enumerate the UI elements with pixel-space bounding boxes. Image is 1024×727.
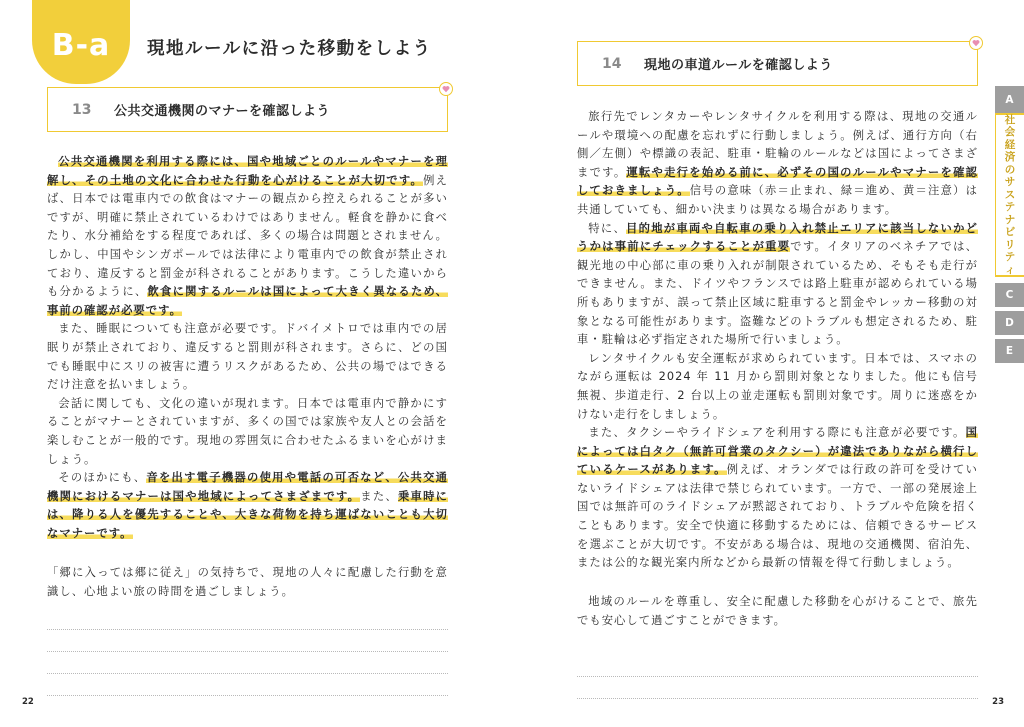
tab-b-active[interactable] [995,114,1024,276]
heart-icon [439,82,453,96]
body-text-run: レンタサイクルも安全運転が求められています。日本では、スマホのながら運転は 2024 年 11 月から罰則対象となりました。他にも信号無視、歩道走行、2 台以上の並走運転も罰則対象です。周りに迷惑をかけない走行をしましょう。 [577,351,978,421]
left-page-number: 22 [22,697,34,707]
tab-b-char: サ [1004,176,1016,189]
tab-b-char: ィ [1004,263,1016,276]
body-text-run: また、 [360,489,398,503]
paragraph [47,320,448,394]
tab-b-char: テ [1004,251,1016,264]
body-text-run: 例えば、日本では電車内での飲食はマナーの観点から控えられることが多いですが、明確に禁止されているわけではありません。軽食を静かに食べたり、水分補給をする程度であれば、多くの場合は問題とされません。しかし、中国やシンガポールでは法律により電車内での飲食が禁止されており、違反すると罰金が科されることがあります。こうした違いからも分かるように、 [47,173,448,299]
paragraph [577,424,978,573]
highlighted-text: 飲食に関するルールは国によって大きく異なるため、事前の確認が必要です。 [47,285,449,317]
right-note-lines [577,655,978,699]
tab-b-char: テ [1004,201,1016,214]
chapter-title: 現地ルールに沿った移動をしよう [147,39,432,59]
left-closing: 「郷に入っては郷に従え」の気持ちで、現地の人々に配慮した行動を意識し、心地よい旅の時間を過ごしましょう。 [47,566,448,598]
highlighted-text: 国によっては白タク（無許可営業のタクシー）が違法でありながら横行しているケースがあります。 [577,426,978,477]
tab-b-char: の [1004,163,1016,176]
highlighted-text: 公共交通機関を利用する際には、国や地域ごとのルールやマナーを理解し、その土地の文化に合わせた行動を心がけることが大切です。 [47,155,448,187]
tab-b-char: 会 [1004,126,1016,139]
heart-icon [969,36,983,50]
left-body-text [47,153,448,601]
tab-divider [995,276,1024,277]
tab-d[interactable]: D [995,311,1024,335]
highlighted-text: 運転や走行を始める前に、必ずその国のルールやマナーを確認しておきましょう。 [577,165,978,198]
highlighted-text: 目的地が車両や自転車の乗り入れ禁止エリアに該当しないかどうかは事前にチェックすることが重要 [577,221,979,254]
tab-b-char: ビ [1004,226,1016,239]
section-title: 公共交通機関のマナーを確認しよう [114,104,331,119]
left-paragraphs [47,153,448,543]
paragraph [577,220,978,350]
tab-b-char: ス [1004,188,1016,201]
paragraph [47,469,448,543]
tab-c[interactable]: C [995,283,1024,307]
paragraph [47,395,448,469]
body-text-run: 特に、 [588,221,627,235]
body-text-run: そのほかにも、 [58,471,147,485]
right-body-text [577,108,978,631]
tab-a[interactable]: A [995,86,1024,113]
tab-b-char: 社 [1004,113,1016,126]
right-page-number: 23 [992,697,1004,707]
tab-b-char: 済 [1004,151,1016,164]
left-note-lines [47,608,448,696]
right-paragraphs [577,108,978,573]
right-closing: 地域のルールを尊重し、安全に配慮した移動を心がけることで、旅先でも安心して過ごすことができます。 [577,595,978,628]
body-text-run: 会話に関しても、文化の違いが現れます。日本では電車内で静かにすることがマナーとされていますが、多くの国では家族や友人との会話を楽しむことが一般的です。現地の雰囲気に合わせたふるまいを心がけましょう。 [47,396,448,466]
body-text-run: 例えば、オランダでは行政の許可を受けていないライドシェアは法律で禁じられています。一方で、一部の発展途上国では無許可のライドシェアが黙認されており、トラブルや危険を招くこともあります。安全で快適に移動するためには、信頼できるサービスを選ぶことが大切です。不安がある場合は、現地の交通機関、宿泊先、または公的な観光案内所などから最新の情報を得て行動しましょう。 [577,463,978,570]
section-title: 現地の車道ルールを確認しよう [644,58,833,73]
chapter-badge [32,0,130,84]
paragraph [577,108,978,220]
body-text-run: また、睡眠についても注意が必要です。ドバイメトロでは車内での居眠りが禁止されており、違反すると罰則が科されます。さらに、どの国でも睡眠中にスリの被害に遭うリスクがあるため、公共の場ではできるだけ注意を払いましょう。 [47,322,448,392]
highlighted-text: 乗車時には、降りる人を優先することや、大きな荷物を持ち運ばないことも大切なマナーです。 [47,489,448,540]
paragraph [47,153,448,320]
highlighted-text: 音を出す電子機器の使用や電話の可否など、公共交通機関におけるマナーは国や地域によってさまざまです。 [47,471,449,503]
body-text-run: 信号の意味（赤＝止まれ、緑＝進め、黄＝注意）は共通していても、細かい決まりは異なる場合があります。 [577,184,978,216]
chapter-badge-label: B-a [51,27,111,63]
section-13-header [47,87,448,132]
tab-e[interactable]: E [995,339,1024,363]
section-number: 14 [602,55,622,72]
tab-b-char: ナ [1004,213,1016,226]
paragraph [577,350,978,424]
body-text-run: また、タクシーやライドシェアを利用する際にも注意が必要です。 [588,426,966,440]
body-text-run: です。イタリアのベネチアでは、観光地の中心部に車の乗り入れが制限されているため、そもそも走行ができません。また、ドイツやフランスでは路上駐車が認められている場所もありますが、誤って禁止区域に駐車すると罰金やレッカー移動の対象となる可能性があります。盗難などのトラブルも想定されるため、駐車・駐輪は必ず指定された場所で行いましょう。 [577,240,979,347]
body-text-run: 旅行先でレンタカーやレンタサイクルを利用する際は、現地の交通ルールや環境への配慮を忘れずに行動しましょう。例えば、通行方向（右側／左側）や標識の表記、駐車・駐輪のルールなどは国によってさまざまです。 [577,110,978,179]
section-14-header [577,41,978,86]
tab-b-char: リ [1004,238,1016,251]
section-number: 13 [72,101,92,118]
tab-b-char: 経 [1004,138,1016,151]
